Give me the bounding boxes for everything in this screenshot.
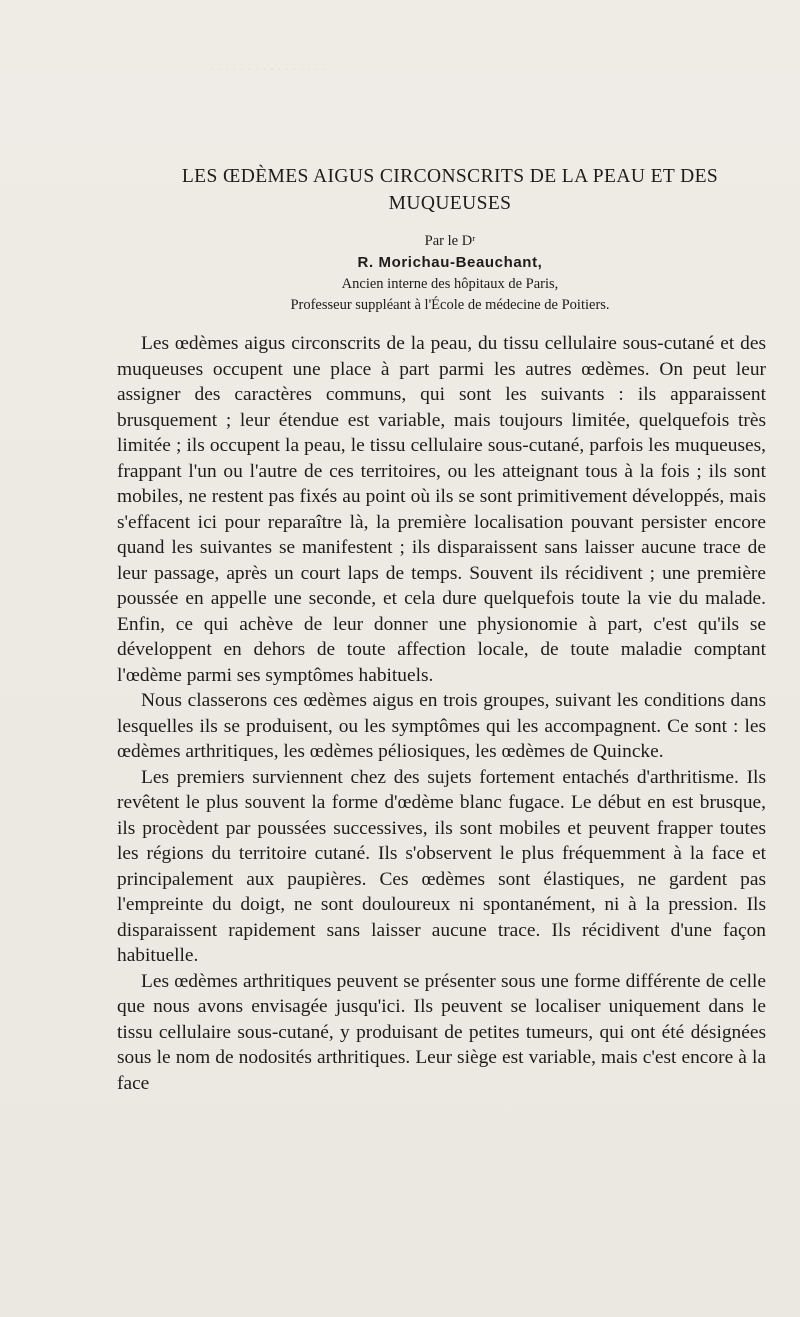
author-line <box>100 231 800 274</box>
title-line-1: LES ŒDÈMES AIGUS CIRCONSCRITS DE LA PEAU ET DES <box>181 166 719 187</box>
paragraph-1: Les œdèmes aigus circonscrits de la peau, du tissu cellulaire sous-cutané et des muqueuses occupent une place à part parmi les autres œdèmes. On peut leur assigner des caractères communs, qui sont les suivants : ils apparaissent brusquement ; leur étendue est variable, mais toujours limitée, quelquefois très limitée ; ils occupent la peau, le tissu cellulaire sous-cutané, parfois les muqueuses, frappant l'un ou l'autre de ces territoires, ou les atteignant tous à la fois ; ils sont mobiles, ne restent pas fixés au point où ils se sont primitivement développés, mais s'effacent ici pour reparaître là, la première localisation pouvant persister encore quand les suivantes se manifestent ; ils disparaissent sans laisser aucune trace de leur passage, après un court laps de temps. Souvent ils récidivent ; une première poussée en appelle une seconde, et cela dure quelquefois toute la vie du malade. Enfin, ce qui achève de leur donner une physionomie à part, c'est qu'ils se développent en dehors de toute affection locale, de toute maladie comptant l'œdème parmi ses symptômes habituels. <box>117 333 766 686</box>
author-block <box>100 231 800 316</box>
author-name: R. Morichau-Beauchant, <box>357 254 543 271</box>
bleed-through-text <box>210 58 326 75</box>
paragraph-2: Nous classerons ces œdèmes aigus en trois groupes, suivant les conditions dans lesquelles ils se produisent, ou les symptômes qui les accompagnent. Ce sont : les œdèmes arthritiques, les œdèmes péliosiques, les œdèmes de Quincke. <box>117 690 766 762</box>
title-line-2: MUQUEUSES <box>388 193 512 214</box>
article-body <box>117 331 766 1096</box>
paragraph-3: Les premiers surviennent chez des sujets fortement entachés d'arthritisme. Ils revêtent le plus souvent la forme d'œdème blanc fugace. Le début en est brusque, ils procèdent par poussées successives, ils sont mobiles et peuvent frapper toutes les régions du territoire cutané. Ils s'observent le plus fréquemment à la face et principalement aux paupières. Ces œdèmes sont élastiques, ne gardent pas l'empreinte du doigt, ne sont douloureux ni spontanément, ni à la pression. Ils disparaissent rapidement sans laisser aucune trace. Ils récidivent d'une façon habituelle. <box>117 766 766 966</box>
author-role-1: Ancien interne des hôpitaux de Paris, <box>341 276 559 292</box>
author-prefix: Par le Dʳ <box>424 233 476 249</box>
article-title <box>100 163 800 217</box>
paragraph-4: Les œdèmes arthritiques peuvent se présenter sous une forme différente de celle que nous avons envisagée jusqu'ici. Ils peuvent se localiser uniquement dans le tissu cellulaire sous-cutané, y produisant de petites tumeurs, qui ont été désignées sous le nom de nodosités arthritiques. Leur siège est variable, mais c'est encore à la face <box>117 970 766 1094</box>
author-role-2: Professeur suppléant à l'École de médecine de Poitiers. <box>290 297 610 313</box>
